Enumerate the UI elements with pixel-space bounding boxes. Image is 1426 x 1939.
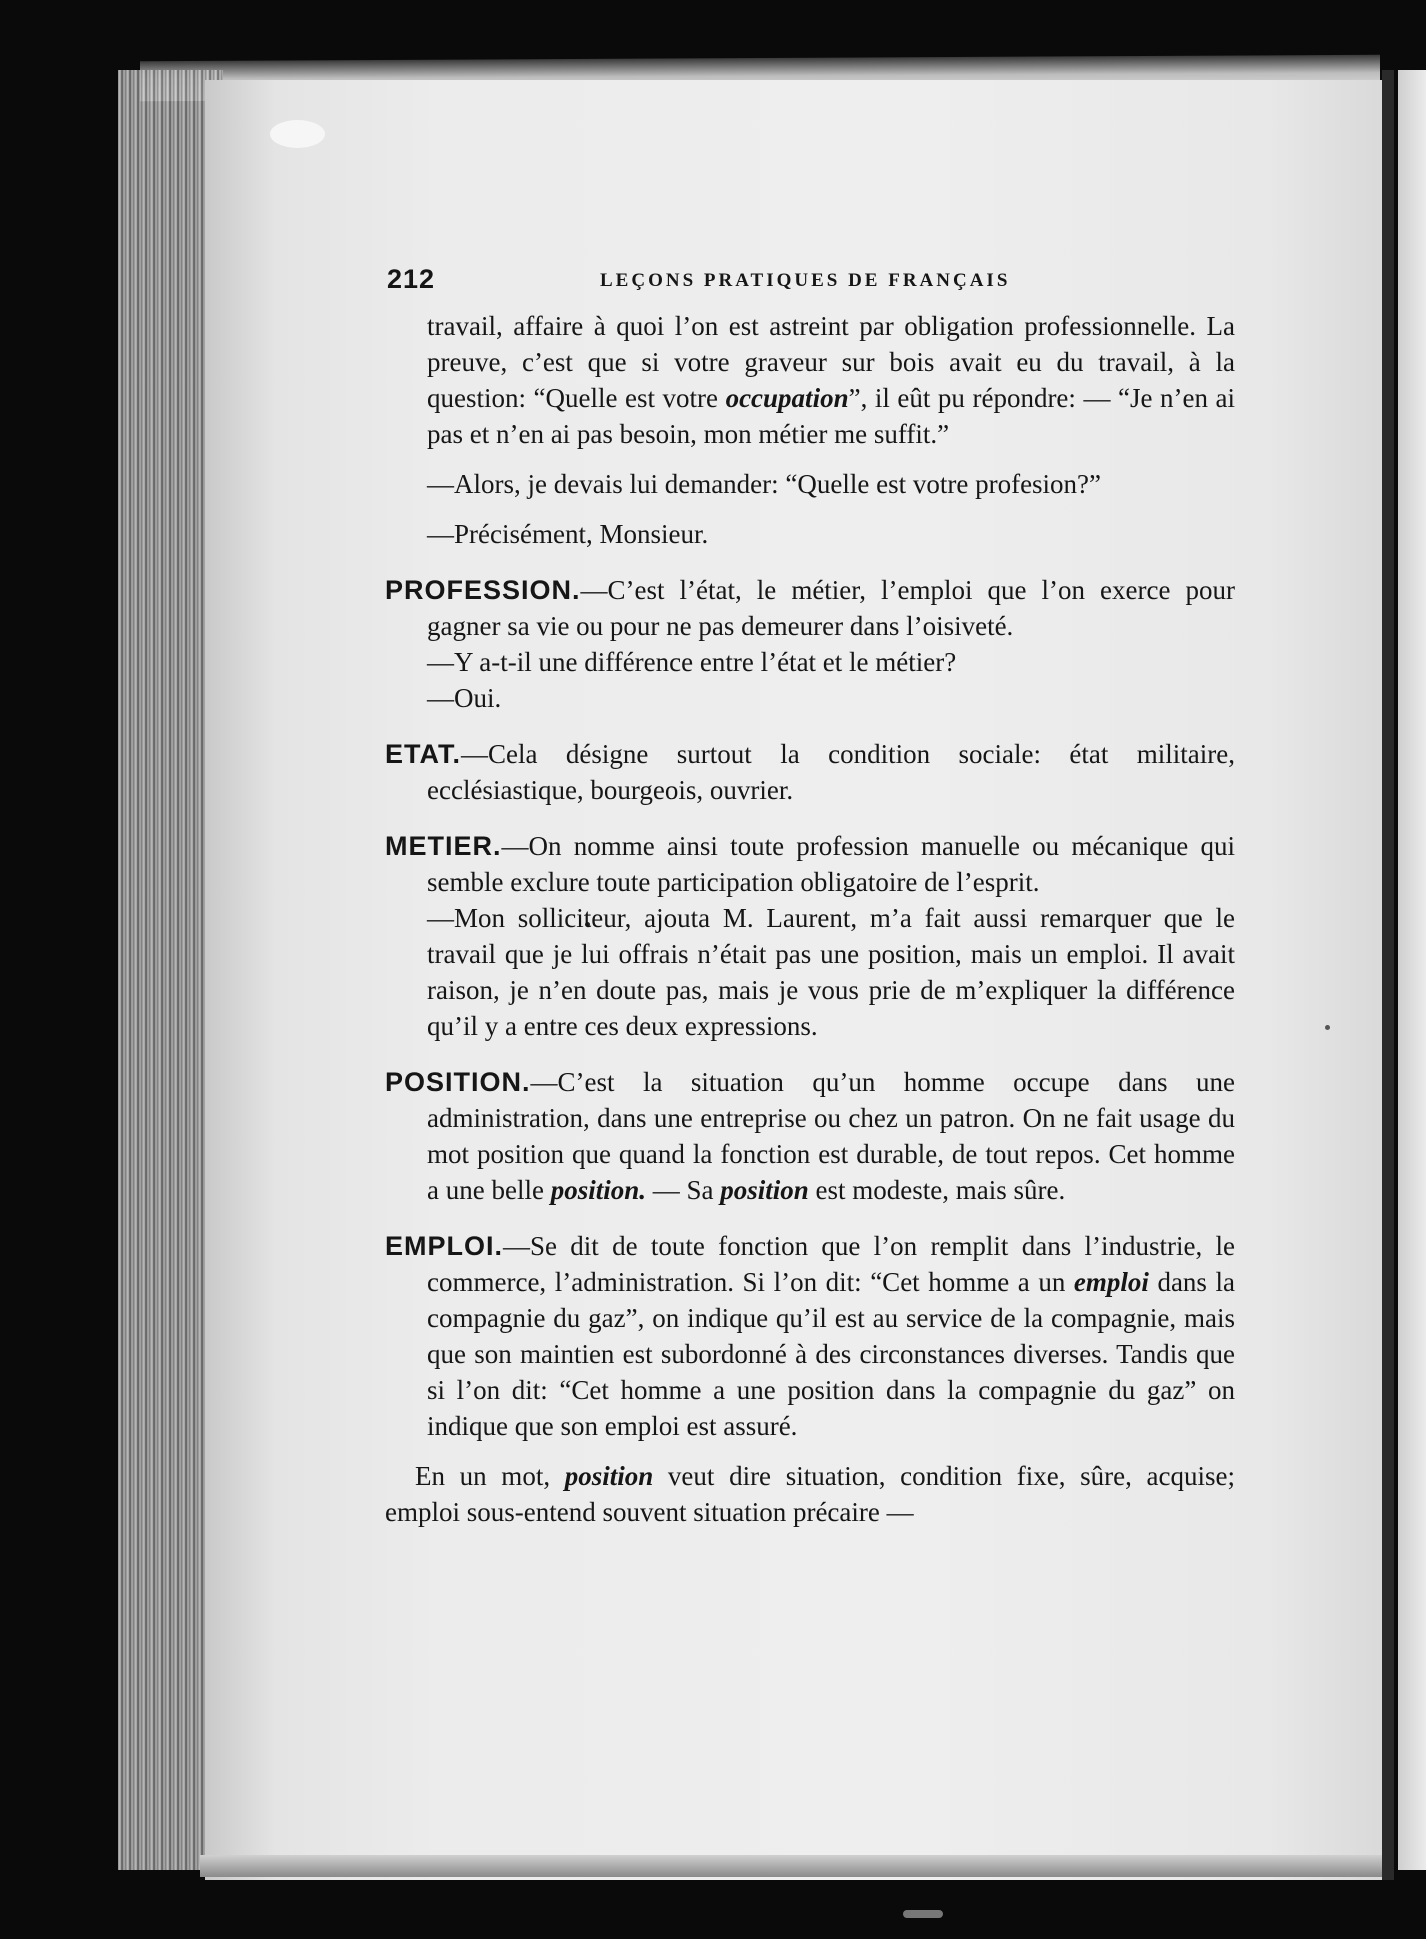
page-text (385, 262, 1235, 1530)
paragraph: —Mon solliciteur, ajouta M. Laurent, m’a fait aussi remarquer que le travail que je lui offrais n’était pas une position, mais un emploi. Il avait raison, je n’en doute pas, mais je vous prie de m’expliquer la différence qu’il y a entre ces deux expressions. (427, 903, 1235, 1041)
book-spine-shadow (1382, 70, 1394, 1880)
term-heading: EMPLOI. (385, 1231, 504, 1261)
definition-metier: METIER.—On nomme ainsi toute profession manuelle ou mécanique qui semble exclure toute participation obligatoire de l’esprit. (385, 831, 1235, 897)
paragraph: —Oui. (427, 683, 502, 713)
paragraph: —Précisément, Monsieur. (427, 519, 709, 549)
page-bottom-edge (200, 1855, 1390, 1877)
paragraph: travail, affaire à quoi l’on est astreint par obligation professionnelle. La preuve, c’est que si votre graveur sur bois avait eu du travail, à la question: “Quelle est votre occupation”, il eût pu répondre: — “Je n’en ai pas et n’en ai pas besoin, mon métier me suffit.” (427, 311, 1236, 449)
facing-page-edge (1398, 70, 1426, 1870)
page-number: 212 (387, 264, 436, 294)
definition-profession: PROFESSION.—C’est l’état, le métier, l’emploi que l’on exerce pour gagner sa vie ou pour ne pas demeurer dans l’oisiveté. (385, 575, 1235, 641)
running-head: LEÇONS PRATIQUES DE FRANÇAIS (600, 270, 1011, 291)
paragraph-final: En un mot, position veut dire situation, condition fixe, sûre, acquise; emploi sous-entend souvent situation précaire — (385, 1461, 1235, 1527)
definition-position: POSITION.—C’est la situation qu’un homme occupe dans une administration, dans une entreprise ou chez un patron. On ne fait usage du mot position que quand la fonction est durable, de tout repos. Cet homme a une belle position. — Sa position est modeste, mais sûre. (385, 1067, 1235, 1205)
term-heading: POSITION. (385, 1067, 531, 1097)
term-heading: PROFESSION. (385, 575, 581, 605)
term-heading: METIER. (385, 831, 502, 861)
definition-emploi: EMPLOI.—Se dit de toute fonction que l’on remplit dans l’industrie, le commerce, l’administration. Si l’on dit: “Cet homme a un emploi dans la compagnie du gaz”, on indique qu’il est au service de la compagnie, mais que son maintien est subordonné à des circonstances diverses. Tandis que si l’on dit: “Cet homme a une position dans la compagnie du gaz” on indique que son emploi est assuré. (385, 1231, 1235, 1441)
paragraph: —Y a-t-il une différence entre l’état et le métier? (427, 647, 957, 677)
page-header (385, 262, 1235, 302)
scan-mark (903, 1910, 943, 1918)
paragraph: —Alors, je devais lui demander: “Quelle est votre profesion?” (427, 469, 1102, 499)
definition-etat: ETAT.—Cela désigne surtout la condition sociale: état militaire, ecclésiastique, bourgeois, ouvrier. (385, 739, 1235, 805)
scan-smudge (270, 120, 325, 148)
scan-speck (1325, 1025, 1330, 1030)
term-heading: ETAT. (385, 739, 461, 769)
